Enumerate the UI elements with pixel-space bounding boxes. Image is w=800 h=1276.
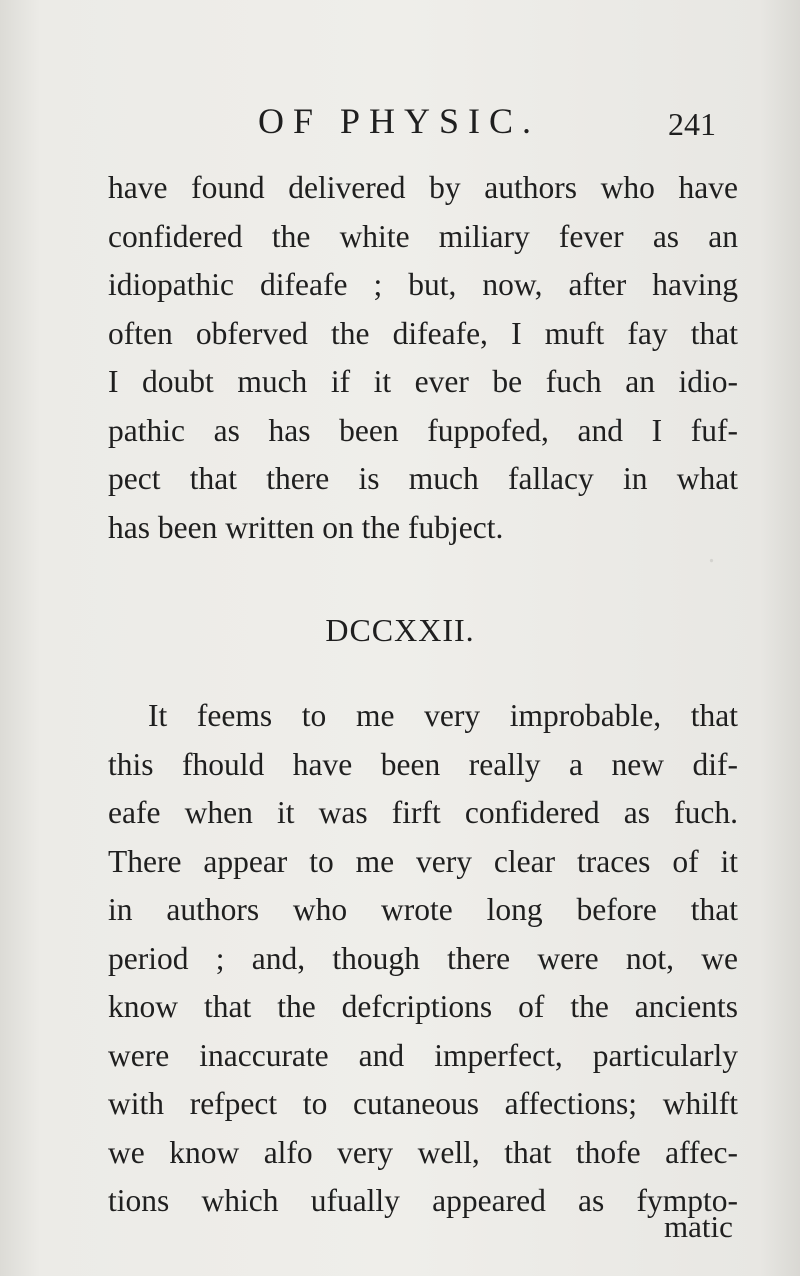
page-header — [0, 100, 800, 150]
text-line: in authors who wrote long before that — [108, 892, 738, 927]
text-line: It feems to me very improbable, that — [148, 698, 738, 733]
text-line: I doubt much if it ever be fuch an idio- — [108, 364, 738, 399]
page-number: 241 — [668, 106, 716, 142]
catchword: matic — [664, 1209, 733, 1244]
text-line: this fhould have been really a new dif- — [108, 746, 738, 782]
text-line: often obferved the difeafe, I muft fay that — [108, 315, 738, 351]
text-line: There appear to me very clear traces of it — [108, 843, 738, 879]
text-line: has been written on the fubject. — [108, 509, 504, 545]
text-line: idiopathic difeafe ; but, now, after having — [108, 267, 738, 302]
text-line: pect that there is much fallacy in what — [108, 461, 738, 496]
section-heading: DCCXXII. — [325, 612, 475, 648]
paragraph-continued — [108, 164, 738, 552]
text-line: know that the defcriptions of the ancients — [108, 989, 738, 1024]
text-line: with refpect to cutaneous affections; whilft — [108, 1086, 738, 1121]
text-line: tions which ufually appeared as fympto- — [108, 1183, 738, 1218]
text-line: eafe when it was firft confidered as fuch. — [108, 795, 738, 830]
text-line: we know alfo very well, that thofe affec- — [108, 1134, 738, 1170]
text-line: period ; and, though there were not, we — [108, 940, 738, 976]
text-line: confidered the white miliary fever as an — [108, 218, 738, 254]
text-line: were inaccurate and imperfect, particularly — [108, 1037, 738, 1073]
running-head: OF PHYSIC. — [258, 101, 541, 141]
show-through-text: . — [708, 538, 715, 569]
text-line: pathic as has been fuppofed, and I fuf- — [108, 412, 738, 448]
text-line: have found delivered by authors who have — [108, 170, 738, 205]
paragraph-section-722 — [108, 692, 738, 1226]
